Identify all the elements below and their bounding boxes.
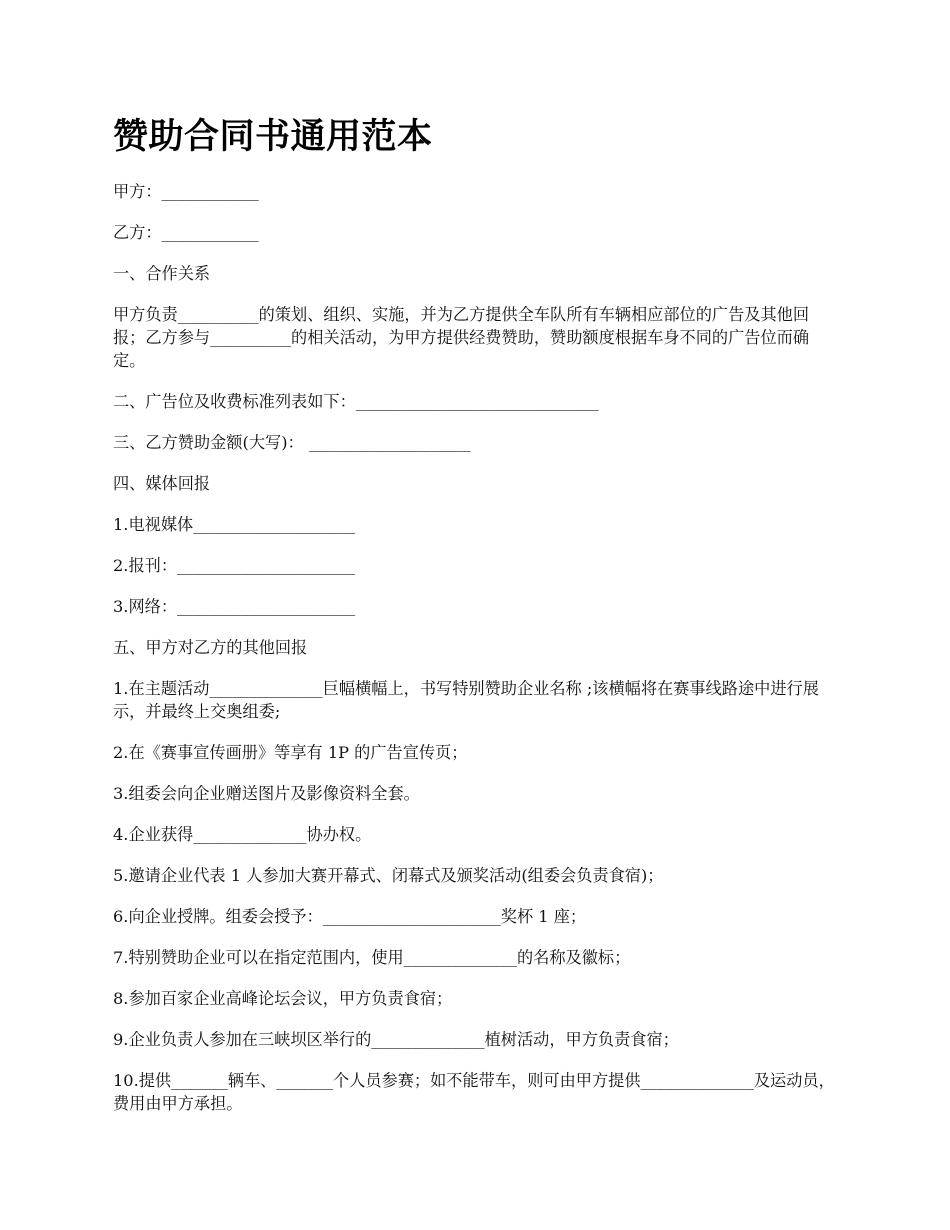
return-item-7: 7.特别赞助企业可以在指定范围内，使用______________的名称及徽标； — [113, 948, 631, 967]
document-body — [113, 112, 841, 1133]
media-item-press: 2.报刊：______________________ — [113, 556, 356, 575]
return-item-2: 2.在《赛事宣传画册》等享有 1P 的广告宣传页； — [113, 743, 468, 762]
section-heading-sponsor-amount: 三、乙方赞助金额(大写)： ____________________ — [113, 433, 471, 452]
document-title: 赞助合同书通用范本 — [113, 117, 433, 157]
section-heading-other-returns: 五、甲方对乙方的其他回报 — [113, 638, 308, 657]
media-item-tv: 1.电视媒体____________________ — [113, 515, 356, 534]
return-item-6: 6.向企业授牌。组委会授予：______________________奖杯 1 座； — [113, 907, 587, 926]
return-item-8: 8.参加百家企业高峰论坛会议，甲方负责食宿； — [113, 989, 453, 1008]
media-item-web: 3.网络：______________________ — [113, 597, 356, 616]
return-item-5: 5.邀请企业代表 1 人参加大赛开幕式、闭幕式及颁奖活动(组委会负责食宿)； — [113, 866, 664, 885]
return-item-4: 4.企业获得______________协办权。 — [113, 825, 372, 844]
cooperation-paragraph: 甲方负责__________的策划、组织、实施，并为乙方提供全车队所有车辆相应部位的广告及其他回报；乙方参与__________的相关活动，为甲方提供经费赞助，赞助额度根据车身不同的广告位而确定。 — [113, 305, 810, 370]
return-item-1: 1.在主题活动______________巨幅横幅上，书写特别赞助企业名称 ;该横幅将在赛事线路途中进行展示，并最终上交奥组委; — [113, 679, 819, 721]
section-heading-ad-fees: 二、广告位及收费标准列表如下：______________________________ — [113, 392, 599, 411]
party-a-line: 甲方：____________ — [113, 182, 259, 201]
party-b-line: 乙方：____________ — [113, 223, 259, 242]
return-item-9: 9.企业负责人参加在三峡坝区举行的______________植树活动，甲方负责食宿； — [113, 1030, 679, 1049]
return-item-3: 3.组委会向企业赠送图片及影像资料全套。 — [113, 784, 420, 803]
return-item-10: 10.提供_______辆车、_______个人员参赛；如不能带车，则可由甲方提供______________及运动员，费用由甲方承担。 — [113, 1071, 835, 1113]
section-heading-media: 四、媒体回报 — [113, 474, 211, 493]
section-heading-cooperation: 一、合作关系 — [113, 264, 211, 283]
